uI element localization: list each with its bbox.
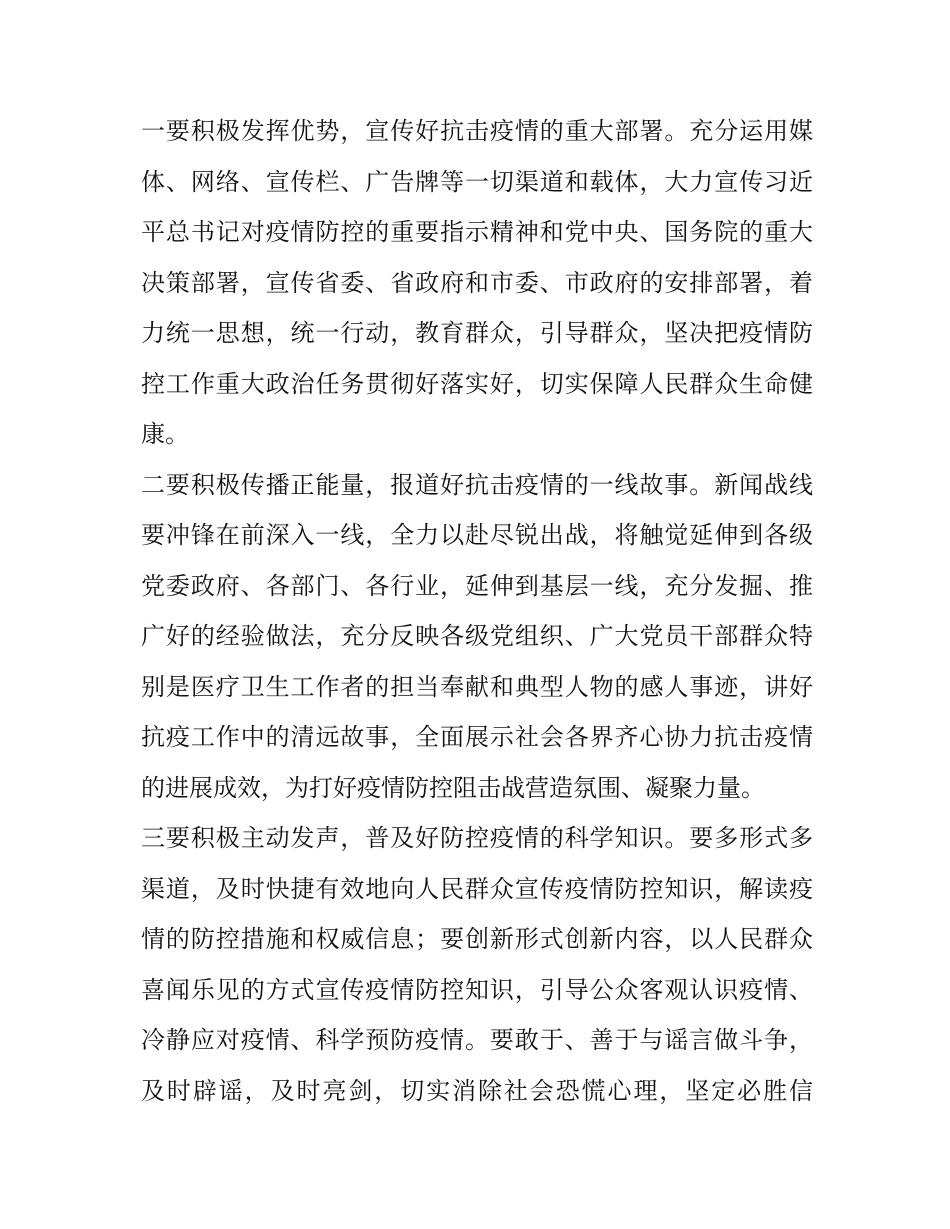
paragraph-1 — [141, 106, 813, 460]
paragraph-2 — [141, 460, 813, 814]
text-line: 及时辟谣，及时亮剑，切实消除社会恐慌心理，坚定必胜信 — [141, 1076, 813, 1105]
text-line: 平总书记对疫情防控的重要指示精神和党中央、国务院的重大 — [141, 218, 813, 246]
text-line: 的进展成效，为打好疫情防控阻击战营造氛围、凝聚力量。 — [141, 773, 765, 802]
text-line: 康。 — [141, 420, 189, 448]
text-line: 喜闻乐见的方式宣传疫情防控知识，引导公众客观认识疫情、 — [141, 975, 813, 1004]
text-line: 决策部署，宣传省委、省政府和市委、市政府的安排部署，着 — [141, 268, 813, 297]
text-line: 力统一思想，统一行动，教育群众，引导群众，坚决把疫情防 — [141, 319, 813, 347]
text-line: 党委政府、各部门、各行业，延伸到基层一线，充分发掘、推 — [141, 571, 813, 600]
text-line: 一要积极发挥优势，宣传好抗击疫情的重大部署。充分运用媒 — [141, 117, 813, 145]
text-line: 要冲锋在前深入一线，全力以赴尽锐出战，将触觉延伸到各级 — [141, 521, 813, 549]
text-line: 抗疫工作中的清远故事，全面展示社会各界齐心协力抗击疫情 — [141, 723, 813, 751]
text-line: 渠道，及时快捷有效地向人民群众宣传疫情防控知识，解读疫 — [141, 874, 813, 903]
text-line: 控工作重大政治任务贯彻好落实好，切实保障人民群众生命健 — [141, 369, 813, 398]
paragraph-3 — [141, 813, 813, 1116]
text-line: 别是医疗卫生工作者的担当奉献和典型人物的感人事迹，讲好 — [141, 672, 813, 701]
text-line: 三要积极主动发声，普及好防控疫情的科学知识。要多形式多 — [141, 824, 813, 852]
document-body — [141, 106, 813, 1116]
text-line: 广好的经验做法，充分反映各级党组织、广大党员干部群众特 — [141, 622, 813, 650]
text-line: 冷静应对疫情、科学预防疫情。要敢于、善于与谣言做斗争， — [141, 1026, 813, 1054]
text-line: 情的防控措施和权威信息；要创新形式创新内容，以人民群众 — [141, 925, 813, 953]
text-line: 二要积极传播正能量，报道好抗击疫情的一线故事。新闻战线 — [141, 470, 813, 499]
text-line: 体、网络、宣传栏、广告牌等一切渠道和载体，大力宣传习近 — [141, 167, 813, 196]
